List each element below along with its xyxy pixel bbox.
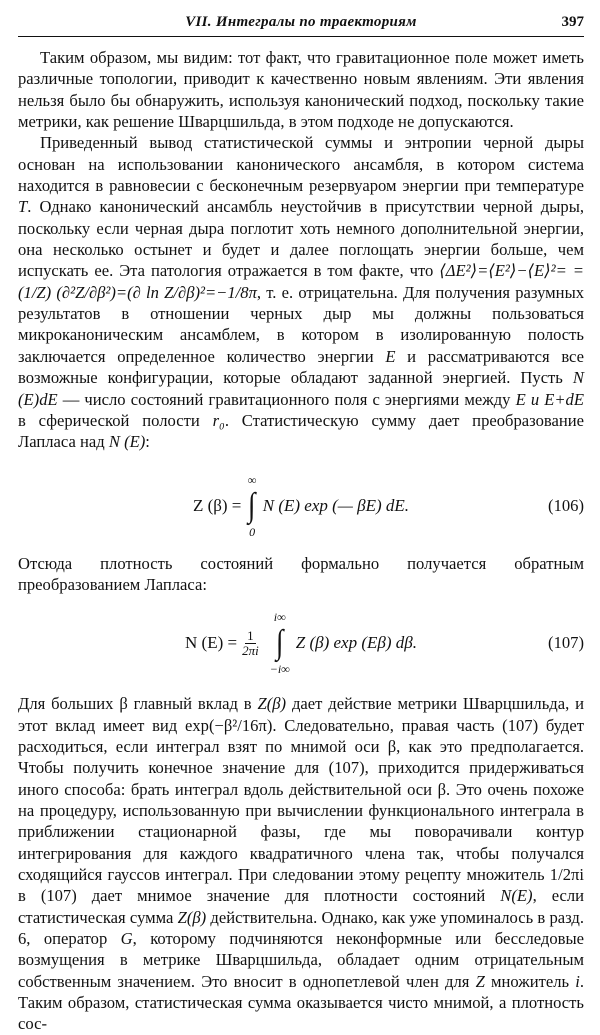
text-run: Для больших xyxy=(18,694,120,714)
page-number: 397 xyxy=(561,14,584,30)
text-run: в сферической полости xyxy=(18,410,213,430)
equation-106 xyxy=(18,459,584,553)
text-run: , если статистическая сумма xyxy=(18,886,584,927)
math-i: i xyxy=(575,971,580,991)
text-run: . Следовательно, правая часть (107) будет расходиться, если интеграл взят по мнимой оси β, как это предполагается. Чтобы получить конечное значение для (107), приходится придерживаться иного способа: брать интеграл вдоль действительной оси β. Это очень похоже на процедуру, использованную при вычислении функционального интеграла в приближении стационарной фазы, где мы поворачивали контур интегрирования для каждого квадратичного члена так, чтобы получался сходящийся гауссов интеграл. При следовании этому рецепту множитель xyxy=(18,715,584,884)
text-run: множитель xyxy=(484,971,576,991)
integral-sign-icon: ∫ xyxy=(275,624,284,662)
text-run: в (107) дает мнимое значение для плотности состояний xyxy=(18,886,501,906)
eq106-lhs: Z (β) = xyxy=(192,495,242,515)
math-T: T xyxy=(18,197,28,217)
eq106-lower-limit: 0 xyxy=(249,524,256,539)
math-NdE: N (E)dE xyxy=(18,368,584,409)
math-fluctuation-formula: ⟨ΔE²⟩=⟨E²⟩−⟨E⟩²= =(1/Z) (∂²Z/∂β²)=(∂ ln Z/∂β)²=−1/8π xyxy=(18,261,584,302)
text-run: главный вклад в xyxy=(127,694,258,714)
math-E-range: E и E+dE xyxy=(515,389,584,409)
text-run: , которому подчиняются неконформные или бесследовые возмущения в метрике Шварцшильда, обладает одним отрицательным собственным значением. Это вносит в однопетлевой член для xyxy=(18,929,584,991)
eq107-frac-numerator: 1 xyxy=(247,628,254,644)
math-Zb2: Z(β) xyxy=(177,907,207,927)
eq106-number: (106) xyxy=(548,495,584,515)
math-NE: N (E) xyxy=(108,432,146,452)
running-head: VII. Интегралы по траекториям xyxy=(185,14,417,30)
text-run: дает действие метрики Шварцшильда, и этот вклад имеет вид xyxy=(18,694,585,735)
paragraph-canonical-ensemble xyxy=(18,132,584,452)
text-run: — число состояний гравитационного поля с энергиями между xyxy=(57,389,516,409)
text-run: . Таким образом, статистическая сумма оказывается чисто мнимой, а плотность сос- xyxy=(18,971,584,1034)
eq106-upper-limit: ∞ xyxy=(247,472,257,487)
eq107-frac-denominator: 2πi xyxy=(242,642,259,658)
paragraph-large-beta xyxy=(18,693,584,1035)
math-G: G xyxy=(120,929,133,948)
equation-107 xyxy=(18,597,584,689)
math-E: E xyxy=(385,346,396,366)
text-run: : xyxy=(145,432,150,452)
math-r0: r₀ xyxy=(212,410,225,430)
eq107-fraction xyxy=(240,629,261,657)
eq107-integral xyxy=(270,611,290,675)
text-run: Приведенный вывод статистической суммы и энтропии черной дыры основан на использовании канонического ансамбля, в котором система находится в равновесии с бесконечным резервуаром энергии при температуре xyxy=(18,133,584,196)
math-Zb: Z(β) xyxy=(257,694,287,714)
math-inv2pi: 1/2πi xyxy=(549,864,584,884)
eq107-lower-limit: −i∞ xyxy=(269,662,290,677)
eq107-lhs: N (E) = xyxy=(185,633,238,653)
eq107-integrand: Z (β) exp (Eβ) dβ. xyxy=(295,633,417,653)
paragraph-inverse-laplace: Отсюда плотность состояний формально получается обратным преобразованием Лапласа: xyxy=(18,553,584,594)
paragraph-topology: Таким образом, мы видим: тот факт, что гравитационное поле может иметь различные топологии, приводит к качественно новым явлениям. Эти явления нельзя было бы обнаружить, используя канонический подход, поскольку такие метрики, как решение Шварцшильда, в этом подходе не допускаются. xyxy=(18,48,584,132)
math-NE2: N(E) xyxy=(500,886,533,906)
math-beta: β xyxy=(119,694,128,714)
text-run: . Однако канонический ансамбль неустойчив в присутствии черной дыры, поскольку если черная дыра поглотит хоть немного дополнительной энергии, она несколько остынет и будет и далее поглощать энергии больше, чем испускать ее. Эта патология отражается в том факте, что xyxy=(18,197,584,281)
eq107-upper-limit: i∞ xyxy=(273,610,286,625)
page-header xyxy=(18,14,584,37)
text-run: и рассматриваются все возможные конфигурации, которые обладают заданной энергией. Пусть xyxy=(18,346,584,388)
text-run: , т. е. отрицательна. Для получения разумных результатов в отношении черных дыр мы должны пользоваться микроканоническим ансамблем, в котором в изолированную полость заключается определенное количество энергии xyxy=(18,282,585,366)
math-Z: Z xyxy=(475,971,485,991)
math-exp-term: exp(−β²/16π) xyxy=(185,715,273,735)
eq107-number: (107) xyxy=(548,633,584,653)
text-run: действительна. Однако, как уже упоминалось в разд. 6, оператор xyxy=(18,907,584,948)
eq106-integral xyxy=(247,474,256,538)
eq106-integrand: N (E) exp (— βE) dE. xyxy=(262,495,410,515)
integral-sign-icon: ∫ xyxy=(248,486,256,524)
text-run: . Статистическую сумму дает преобразование Лапласа над xyxy=(18,410,584,452)
